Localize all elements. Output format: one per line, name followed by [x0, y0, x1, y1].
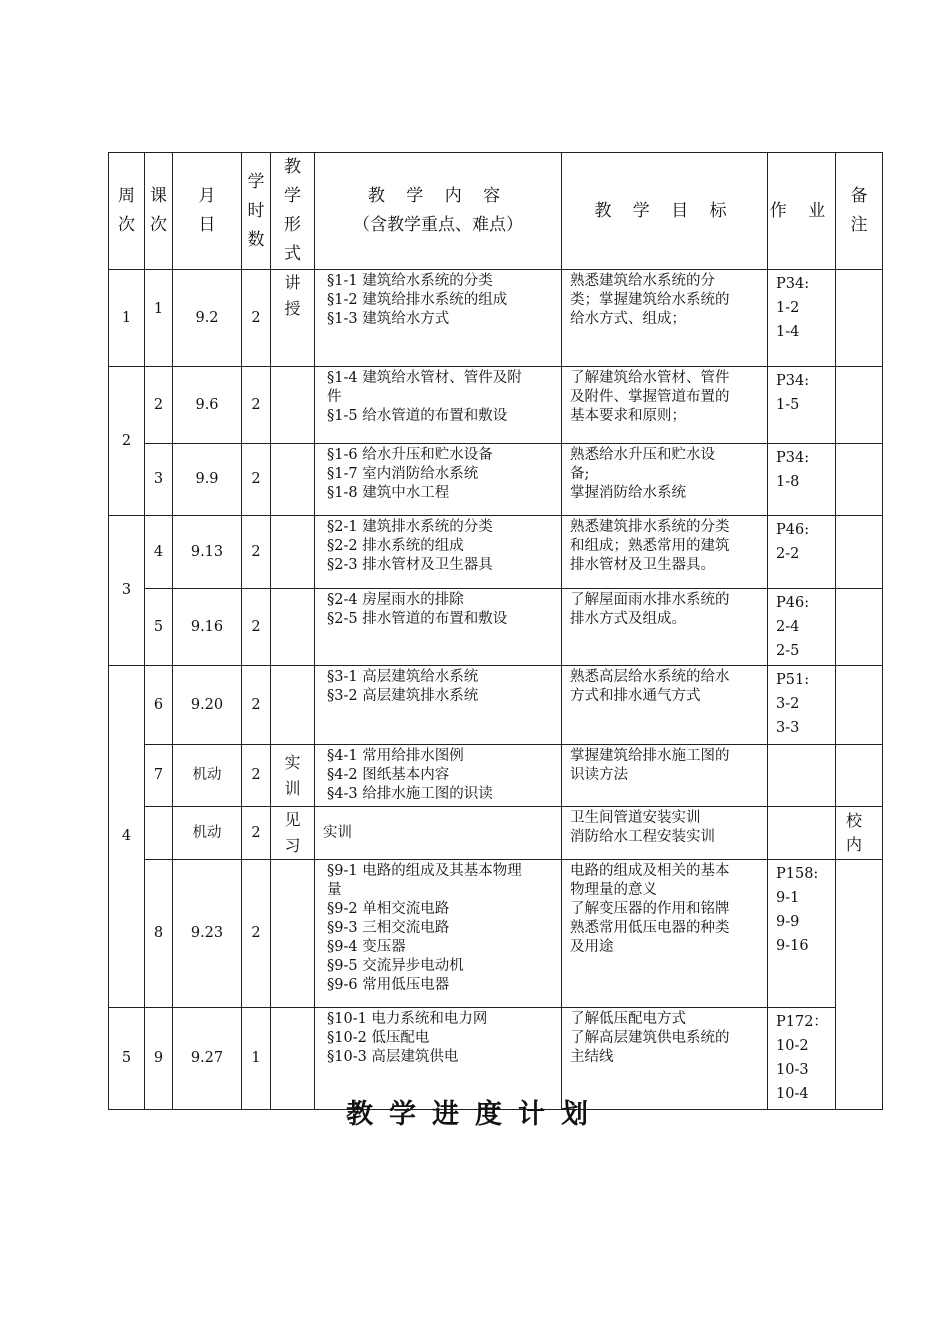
- date-cell: 9.9: [173, 444, 242, 516]
- form-cell: 讲 授: [271, 270, 315, 367]
- lesson-cell: [145, 807, 173, 860]
- lesson-cell: 2: [145, 367, 173, 444]
- content-cell: §1-6 给水升压和贮水设备 §1-7 室内消防给水系统 §1-8 建筑中水工程: [315, 444, 562, 516]
- goal-cell: 熟悉给水升压和贮水设 备; 掌握消防给水系统: [562, 444, 768, 516]
- remark-cell: [836, 516, 883, 589]
- table-row: [109, 367, 883, 444]
- table-row: [109, 589, 883, 666]
- hours-cell: 2: [242, 589, 271, 666]
- content-cell: §1-4 建筑给水管材、管件及附 件 §1-5 给水管道的布置和敷设: [315, 367, 562, 444]
- header-goal: 教 学 目 标: [562, 153, 768, 270]
- week-cell: 5: [109, 1008, 145, 1110]
- lesson-cell: 9: [145, 1008, 173, 1110]
- header-hours: 学 时 数: [242, 153, 271, 270]
- remark-cell: [836, 444, 883, 516]
- content-cell: 实训: [315, 807, 562, 860]
- form-cell: [271, 666, 315, 745]
- remark-cell: [836, 666, 883, 745]
- header-form: 教 学 形 式: [271, 153, 315, 270]
- date-cell: 9.6: [173, 367, 242, 444]
- form-cell: 见 习: [271, 807, 315, 860]
- homework-cell: P51: 3-2 3-3: [768, 666, 836, 745]
- form-cell: [271, 589, 315, 666]
- lesson-cell: 3: [145, 444, 173, 516]
- homework-cell: [768, 807, 836, 860]
- hours-cell: 2: [242, 270, 271, 367]
- form-cell: [271, 516, 315, 589]
- header-lesson: 课 次: [145, 153, 173, 270]
- remark-cell: [836, 270, 883, 367]
- date-cell: 机动: [173, 745, 242, 807]
- hours-cell: 2: [242, 516, 271, 589]
- goal-cell: 卫生间管道安装实训 消防给水工程安装实训: [562, 807, 768, 860]
- header-week: 周 次: [109, 153, 145, 270]
- hours-cell: 2: [242, 367, 271, 444]
- goal-cell: 了解建筑给水管材、管件 及附件、掌握管道布置的 基本要求和原则；: [562, 367, 768, 444]
- lesson-cell: 6: [145, 666, 173, 745]
- form-cell: [271, 860, 315, 1008]
- date-cell: 9.23: [173, 860, 242, 1008]
- homework-cell: P46: 2-2: [768, 516, 836, 589]
- remark-cell: [836, 367, 883, 444]
- content-cell: §2-1 建筑排水系统的分类 §2-2 排水系统的组成 §2-3 排水管材及卫生器具: [315, 516, 562, 589]
- lesson-cell: 4: [145, 516, 173, 589]
- remark-cell: [836, 745, 883, 807]
- form-cell: [271, 367, 315, 444]
- goal-cell: 了解低压配电方式 了解高层建筑供电系统的 主结线: [562, 1008, 768, 1110]
- date-cell: 9.16: [173, 589, 242, 666]
- homework-cell: P34: 1-8: [768, 444, 836, 516]
- table-row: [109, 516, 883, 589]
- table-row: [109, 444, 883, 516]
- date-cell: 9.20: [173, 666, 242, 745]
- table-row: [109, 270, 883, 367]
- content-cell: §1-1 建筑给水系统的分类 §1-2 建筑给排水系统的组成 §1-3 建筑给水方式: [315, 270, 562, 367]
- content-cell: §3-1 高层建筑给水系统 §3-2 高层建筑排水系统: [315, 666, 562, 745]
- hours-cell: 2: [242, 666, 271, 745]
- content-cell: §4-1 常用给排水图例 §4-2 图纸基本内容 §4-3 给排水施工图的识读: [315, 745, 562, 807]
- header-remark: 备 注: [836, 153, 883, 270]
- hours-cell: 2: [242, 860, 271, 1008]
- header-content: 教 学 内 容 （含教学重点、难点）: [315, 153, 562, 270]
- content-cell: §9-1 电路的组成及其基本物理 量 §9-2 单相交流电路 §9-3 三相交流电路 §9-4 变压器 §9-5 交流异步电动机 §9-6 常用低压电器: [315, 860, 562, 1008]
- hours-cell: 2: [242, 807, 271, 860]
- goal-cell: 熟悉建筑给水系统的分 类；掌握建筑给水系统的 给水方式、组成；: [562, 270, 768, 367]
- hours-cell: 2: [242, 745, 271, 807]
- homework-cell: P46: 2-4 2-5: [768, 589, 836, 666]
- header-homework: 作 业: [768, 153, 836, 270]
- goal-cell: 了解屋面雨水排水系统的 排水方式及组成。: [562, 589, 768, 666]
- table-row: [109, 745, 883, 807]
- date-cell: 机动: [173, 807, 242, 860]
- remark-cell: 校 内: [836, 807, 883, 860]
- homework-cell: P34: 1-5: [768, 367, 836, 444]
- lesson-cell: 1: [145, 270, 173, 367]
- week-cell: 4: [109, 666, 145, 1008]
- header-date: 月 日: [173, 153, 242, 270]
- table-row: [109, 807, 883, 860]
- date-cell: 9.2: [173, 270, 242, 367]
- homework-cell: P34: 1-2 1-4: [768, 270, 836, 367]
- date-cell: 9.27: [173, 1008, 242, 1110]
- goal-cell: 电路的组成及相关的基本 物理量的意义 了解变压器的作用和铭牌 熟悉常用低压电器的种类 及用途: [562, 860, 768, 1008]
- week-cell: 3: [109, 516, 145, 666]
- week-cell: 1: [109, 270, 145, 367]
- content-cell: §2-4 房屋雨水的排除 §2-5 排水管道的布置和敷设: [315, 589, 562, 666]
- date-cell: 9.13: [173, 516, 242, 589]
- goal-cell: 掌握建筑给排水施工图的 识读方法: [562, 745, 768, 807]
- hours-cell: 1: [242, 1008, 271, 1110]
- page-title: 教学进度计划: [346, 1099, 604, 1130]
- lesson-cell: 7: [145, 745, 173, 807]
- remark-cell: [836, 589, 883, 666]
- hours-cell: 2: [242, 444, 271, 516]
- table-row: [109, 666, 883, 745]
- form-cell: 实 训: [271, 745, 315, 807]
- lesson-cell: 5: [145, 589, 173, 666]
- goal-cell: 熟悉高层给水系统的给水 方式和排水通气方式: [562, 666, 768, 745]
- lesson-cell: 8: [145, 860, 173, 1008]
- remark-cell: [836, 860, 883, 1110]
- week-cell: 2: [109, 367, 145, 516]
- goal-cell: 熟悉建筑排水系统的分类 和组成；熟悉常用的建筑 排水管材及卫生器具。: [562, 516, 768, 589]
- content-cell: §10-1 电力系统和电力网 §10-2 低压配电 §10-3 高层建筑供电: [315, 1008, 562, 1110]
- header-row: [109, 153, 883, 270]
- form-cell: [271, 444, 315, 516]
- homework-cell: P172： 10-2 10-3 10-4: [768, 1008, 836, 1110]
- homework-cell: P158: 9-1 9-9 9-16: [768, 860, 836, 1008]
- schedule-table: [108, 152, 883, 1110]
- table-row: [109, 860, 883, 1008]
- homework-cell: [768, 745, 836, 807]
